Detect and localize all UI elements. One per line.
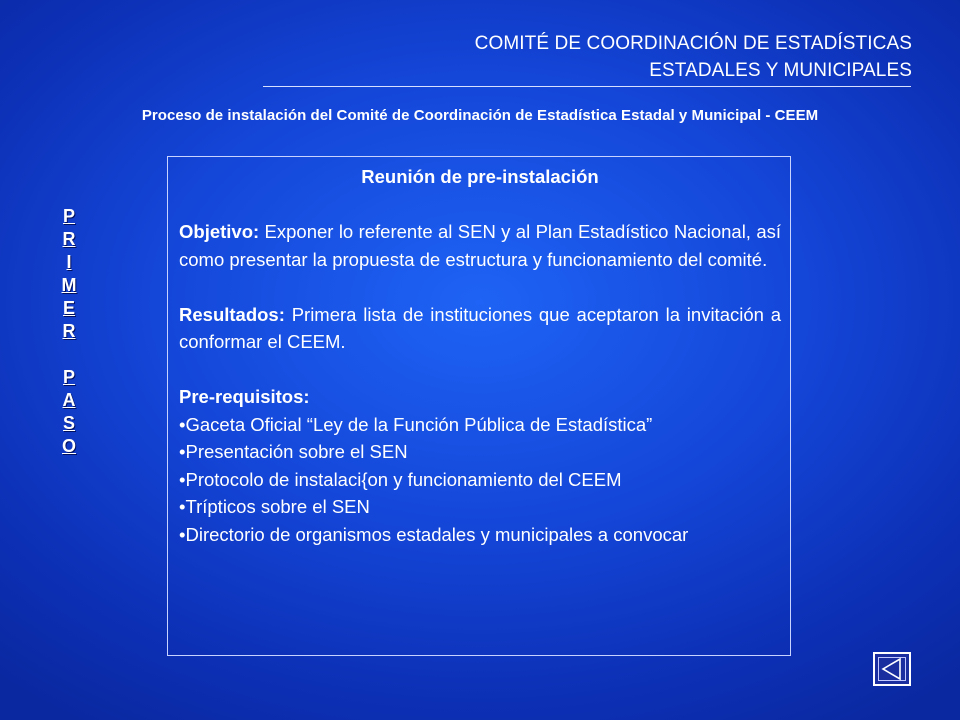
objetivo-text: Exponer lo referente al SEN y al Plan Estadístico Nacional, así como presentar la propuesta de estructura y funcionamiento del comité. xyxy=(179,221,781,270)
step-letter: I xyxy=(66,252,72,272)
prerequisito-item: •Trípticos sobre el SEN xyxy=(179,496,370,517)
prerequisito-item: •Protocolo de instalaci{on y funcionamiento del CEEM xyxy=(179,468,622,490)
spacer xyxy=(179,273,781,301)
step-letter: M xyxy=(61,275,77,295)
step-letter: R xyxy=(62,321,76,341)
step-letter: P xyxy=(62,206,75,226)
content-title: Reunión de pre-instalación xyxy=(361,166,599,187)
header-title xyxy=(475,30,912,84)
resultados-paragraph xyxy=(179,301,781,356)
header-divider xyxy=(263,86,911,87)
header-title-line2: ESTADALES Y MUNICIPALES xyxy=(649,60,912,81)
step-letter: A xyxy=(62,390,76,410)
process-subtitle: Proceso de instalación del Comité de Coordinación de Estadística Estadal y Municipal - CEEM xyxy=(141,107,819,124)
resultados-text: Primera lista de instituciones que aceptaron la invitación a conformar el CEEM. xyxy=(179,303,782,352)
step-letter: O xyxy=(61,436,76,456)
objetivo-paragraph xyxy=(179,218,781,273)
step-letter: R xyxy=(62,229,76,249)
back-button[interactable] xyxy=(873,652,911,686)
step-letter: E xyxy=(62,298,75,318)
step-letter: S xyxy=(62,413,75,433)
prerequisitos-label: Pre-requisitos: xyxy=(179,386,310,407)
step-letter: P xyxy=(62,367,75,387)
header-title-line1: COMITÉ DE COORDINACIÓN DE ESTADÍSTICAS xyxy=(474,33,912,54)
objetivo-label: Objetivo: xyxy=(179,221,260,242)
vertical-step-label xyxy=(52,205,86,458)
content-box xyxy=(167,156,791,656)
spacer xyxy=(179,191,781,219)
spacer xyxy=(179,356,781,384)
prerequisito-item: •Gaceta Oficial “Ley de la Función Pública de Estadística” xyxy=(179,413,653,435)
prerequisito-item: •Presentación sobre el SEN xyxy=(179,441,408,462)
resultados-label: Resultados: xyxy=(179,303,285,325)
back-triangle-icon xyxy=(875,654,909,684)
prerequisito-item: •Directorio de organismos estadales y municipales a convocar xyxy=(179,523,689,545)
word-gap xyxy=(52,343,86,366)
